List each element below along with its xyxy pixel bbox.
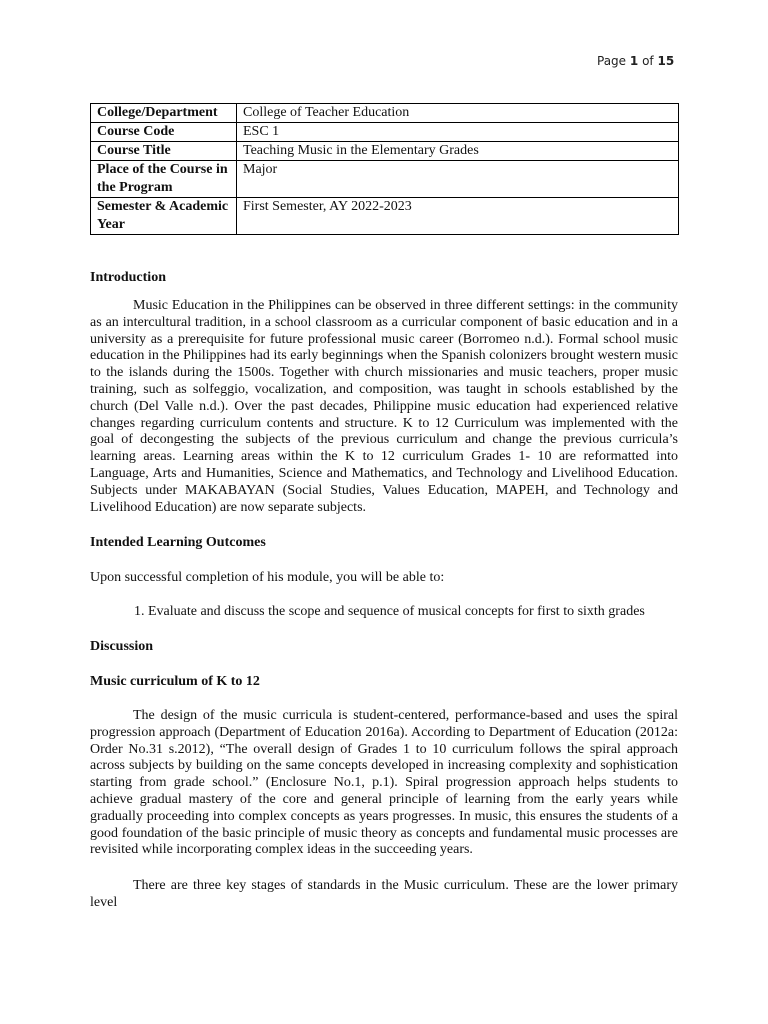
table-row <box>91 123 679 142</box>
row-label: College/Department <box>91 104 237 123</box>
row-label: Place of the Course in the Program <box>91 161 237 198</box>
outcomes-lead: Upon successful completion of his module, you will be able to: <box>90 570 445 585</box>
total-pages: 15 <box>657 54 675 68</box>
course-info-table <box>90 103 679 235</box>
discussion-paragraph-2: There are three key stages of standards in the Music curriculum. These are the lower primary level <box>90 878 678 910</box>
row-value: ESC 1 <box>237 123 679 142</box>
discussion-heading: Discussion <box>90 639 154 654</box>
introduction-paragraph: Music Education in the Philippines can be observed in three different settings: in the community as an intercultural tradition, in a school classroom as a curricular component of basic education and in a university as a prerequisite for future professional music career (Borromeo n.d.). Formal school music education in the Philippines had its early beginnings when the Spanish colonizers brought western music to the islands during the 1500s. Together with church missionaries and music teachers, proper music training, such as solfeggio, vocalization, and composition, was taught in schools established by the church (Del Valle n.d.). Over the past decades, Philippine music education had experienced relative changes regarding curriculum contents and structure. K to 12 Curriculum was implemented with the goal of decongesting the subjects of the previous curriculum and change the previous curricula’s learning areas. Learning areas within the K to 12 curriculum Grades 1- 10 are reformatted into Language, Arts and Humanities, Science and Mathematics, and Technology and Livelihood Education. Subjects under MAKABAYAN (Social Studies, Values Education, MAPEH, and Technology and Livelihood Education) are now separate subjects. <box>90 298 678 515</box>
introduction-heading: Introduction <box>90 270 166 285</box>
page-number <box>597 54 674 68</box>
curriculum-subheading: Music curriculum of K to 12 <box>90 674 260 689</box>
of-word: of <box>642 54 654 68</box>
table-row <box>91 161 679 198</box>
table-row <box>91 142 679 161</box>
row-label: Course Title <box>91 142 237 161</box>
current-page: 1 <box>629 54 639 68</box>
outcome-item: 1. Evaluate and discuss the scope and sequence of musical concepts for first to sixth grades <box>134 604 645 619</box>
row-value: College of Teacher Education <box>237 104 679 123</box>
page-word: Page <box>597 54 627 68</box>
table-row <box>91 104 679 123</box>
row-value: First Semester, AY 2022-2023 <box>237 198 679 235</box>
row-label: Course Code <box>91 123 237 142</box>
row-value: Major <box>237 161 679 198</box>
discussion-paragraph-1: The design of the music curricula is student-centered, performance-based and uses the spiral progression approach (Department of Education 2016a). According to Department of Education (2012a: Order No.31 s.2012), “The overall design of Grades 1 to 10 curriculum follows the spiral approach across subjects by building on the same concepts developed in increasing complexity and sophistication starting from grade school.” (Enclosure No.1, p.1). Spiral progression approach helps students to achieve gradual mastery of the core and general principle of learning from the early years while gradually proceeding into complex concepts as years progresses. In music, this ensures the students of a good foundation of the basic principle of music theory as concepts and fundamental music processes are revisited while incorporating complex ideas in the succeeding years. <box>90 708 678 858</box>
row-label: Semester & Academic Year <box>91 198 237 235</box>
table-row <box>91 198 679 235</box>
row-value: Teaching Music in the Elementary Grades <box>237 142 679 161</box>
outcomes-heading: Intended Learning Outcomes <box>90 535 266 550</box>
